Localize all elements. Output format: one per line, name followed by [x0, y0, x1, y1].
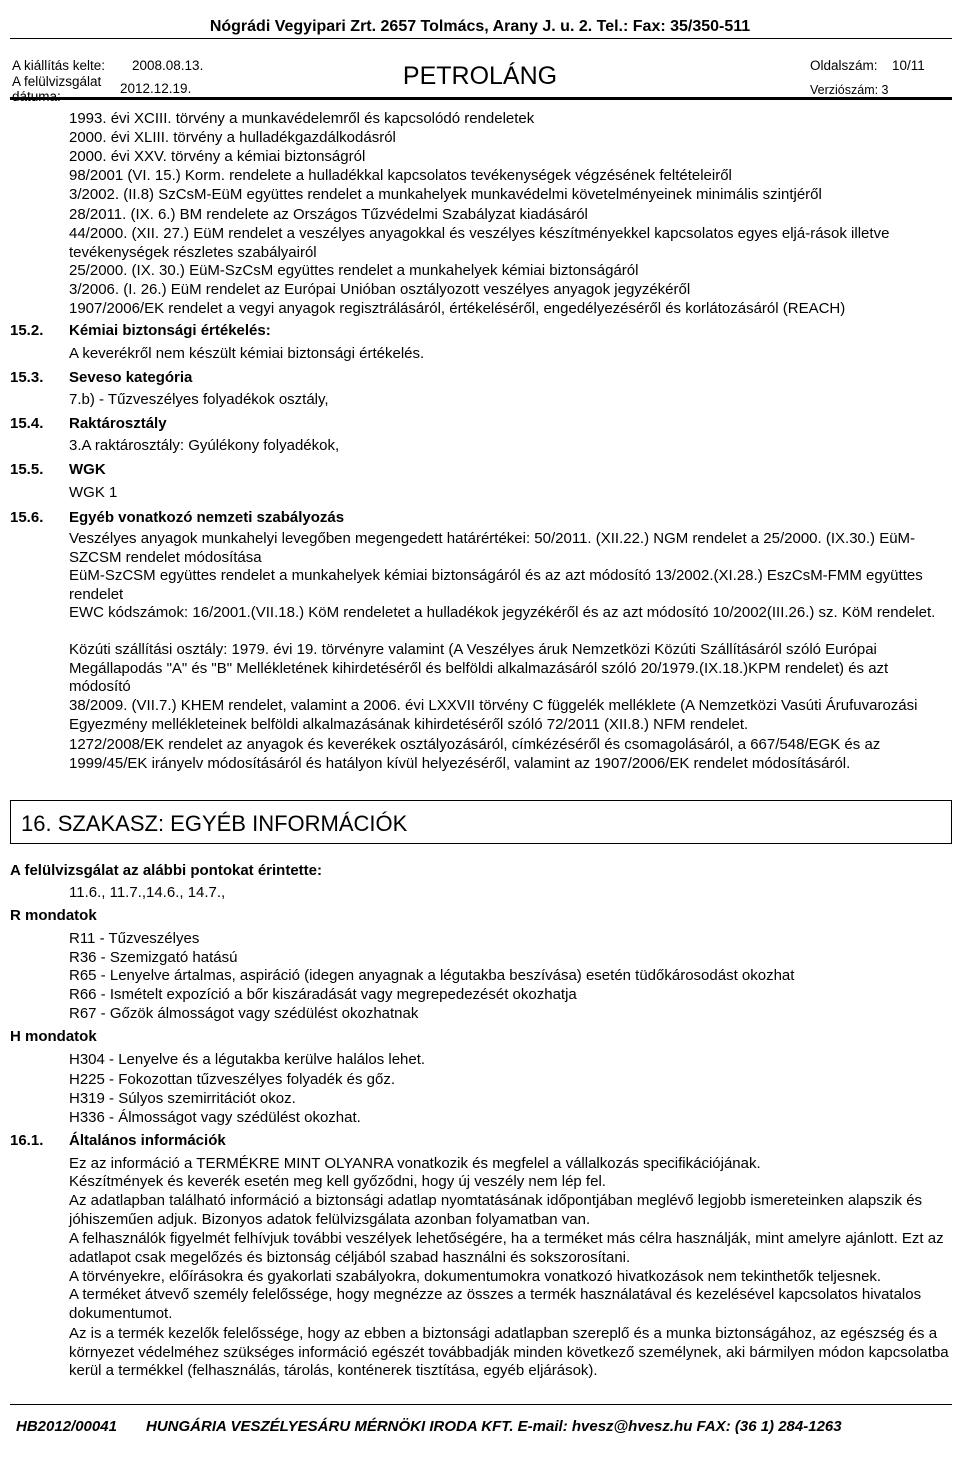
law-item: 3/2006. (I. 26.) EüM rendelet az Európai Unióban osztályozott veszélyes anyagok jegyzékéről [69, 281, 691, 298]
h-phrase: H336 - Álmosságot vagy szédülést okozhat. [69, 1109, 361, 1126]
general-info-paragraph: A terméket átvevő személy felelőssége, hogy megnézze az összes a termék használatával és kezelésével kapcsolatos hivatalos dokumentumot. [69, 1286, 922, 1322]
law-item: 1993. évi XCIII. törvény a munkavédelemről és kapcsolódó rendeletek [69, 110, 535, 127]
section-text: WGK 1 [69, 484, 118, 501]
section-title: Egyéb vonatkozó nemzeti szabályozás [69, 509, 345, 526]
regulation-paragraph: EWC kódszámok: 16/2001.(VII.18.) KöM rendeletet a hulladékok jegyzékéről és az azt módosító 10/2002(III.26.) sz. KöM rendelet. [69, 604, 936, 621]
r-phrase: R65 - Lenyelve ártalmas, aspiráció (idegen anyagnak a légutakba beszívása) esetén tüdőkárosodást okozhat [69, 967, 795, 984]
section-title: Kémiai biztonsági értékelés: [69, 322, 271, 339]
law-item: 98/2001 (VI. 15.) Korm. rendelete a hulladékkal kapcsolatos tevékenységek végzésének feltételeiről [69, 167, 732, 184]
general-info-paragraph: Készítmények és keverék esetén meg kell győződni, hogy új veszély nem lép fel. [69, 1173, 606, 1190]
regulation-paragraph: Veszélyes anyagok munkahelyi levegőben megengedett határértékei: 50/2011. (XII.22.) NGM rendelet a 25/2000. (IX.30.) EüM-SZCSM rendelet módosítása [69, 530, 916, 566]
law-item: 44/2000. (XII. 27.) EüM rendelet a veszélyes anyagokkal és veszélyes készítményekkel kapcsolatos egyes eljá-rások illetve tevékenységek részletes szabályairól [69, 225, 890, 261]
section-number: 15.3. [10, 369, 44, 386]
section-number: 15.5. [10, 461, 44, 478]
regulation-paragraph: EüM-SzCSM együttes rendelet a munkahelyek kémiai biztonságáról és az azt módosító 13/2002.(XI.28.) EszCsM-FMM együttes rendelet [69, 567, 923, 603]
review-date-label-2: dátuma: [12, 89, 61, 104]
product-title: PETROLÁNG [402, 62, 558, 90]
regulation-paragraph: 38/2009. (VII.7.) KHEM rendelet, valamint a 2006. évi LXXVII törvény C függelék melléklete (A Nemzetközi Vasúti Árufuvarozási Egyezmény mellékleteinek belföldi alkalmazásának kihirdetéséről szóló 72/2011 (XII.8.) NFM rendelet. [69, 697, 918, 733]
section-text: 3.A raktárosztály: Gyúlékony folyadékok, [69, 437, 340, 454]
regulation-paragraph: Közúti szállítási osztály: 1979. évi 19. törvényre valamint (A Veszélyes áruk Nemzetközi Közúti Szállításáról szóló Európai Megállapodás "A" és "B" Mellékletének kihirdetéséről és belföldi alkalmazásáról szóló 20/1979.(IX.18.)KPM rendelet) és azt módosító [69, 641, 889, 696]
section-number: 15.2. [10, 322, 44, 339]
law-item: 2000. évi XXV. törvény a kémiai biztonságról [69, 148, 366, 165]
header-rule [10, 38, 952, 39]
version-label: Verziószám: 3 [810, 83, 889, 97]
h-phrase: H225 - Fokozottan tűzveszélyes folyadék és gőz. [69, 1071, 396, 1088]
law-item: 2000. évi XLIII. törvény a hulladékgazdálkodásról [69, 129, 396, 146]
section-title: Seveso kategória [69, 369, 193, 386]
review-date: 2012.12.19. [120, 81, 192, 96]
footer-code: HB2012/00041 [16, 1418, 117, 1435]
footer-company: HUNGÁRIA VESZÉLYESÁRU MÉRNÖKI IRODA KFT. E-mail: hvesz@hvesz.hu FAX: (36 1) 284-1263 [146, 1418, 842, 1435]
review-points-label: A felülvizsgálat az alábbi pontokat érintette: [10, 862, 322, 879]
page-value: 10/11 [892, 58, 925, 73]
section-16-heading: 16. SZAKASZ: EGYÉB INFORMÁCIÓK [21, 811, 408, 836]
r-phrase: R67 - Gőzök álmosságot vagy szédülést okozhatnak [69, 1005, 419, 1022]
h-phrase: H319 - Súlyos szemirritációt okoz. [69, 1090, 296, 1107]
law-item: 1907/2006/EK rendelet a vegyi anyagok regisztrálásáról, értékeléséről, engedélyezéséről és korlátozásáról (REACH) [69, 300, 846, 317]
law-item: 28/2011. (IX. 6.) BM rendelete az Országos Tűzvédelmi Szabályzat kiadásáról [69, 206, 588, 223]
header-rule-bottom [10, 97, 952, 100]
section-title: Általános információk [69, 1132, 226, 1149]
h-phrase: H304 - Lenyelve és a légutakba kerülve halálos lehet. [69, 1051, 426, 1068]
section-number: 15.4. [10, 415, 44, 432]
section-number: 15.6. [10, 509, 44, 526]
r-phrase: R11 - Tűzveszélyes [69, 930, 200, 947]
general-info-paragraph: A felhasználók figyelmét felhívjuk további veszélyek lehetőségére, ha a terméket más célra használják, mint amelyre ajánlott. Ezt az adatlapot csak megelőzés és biztonság céljából szabad használni és sokszorosítani. [69, 1230, 944, 1266]
h-phrases-label: H mondatok [10, 1028, 97, 1045]
general-info-paragraph: Az is a termék kezelők felelőssége, hogy az ebben a biztonsági adatlapban szereplő és a munka biztonságához, az egészség és a környezet védelméhez szükséges információ egészét továbbadják minden következő személynek, aki bármilyen módon kapcsolatba kerül a termékkel (felhasználás, tárolás, konténerek tisztítása, egyéb eljárások). [69, 1325, 949, 1380]
review-date-label-1: A felülvizsgálat [12, 74, 102, 89]
page-label: Oldalszám: [810, 58, 878, 73]
law-item: 3/2002. (II.8) SzCsM-EüM együttes rendelet a munkahelyek munkavédelmi követelményeinek minimális szintjéről [69, 186, 822, 203]
section-number: 16.1. [10, 1132, 44, 1149]
r-phrase: R36 - Szemizgató hatású [69, 949, 238, 966]
review-points: 11.6., 11.7.,14.6., 14.7., [69, 884, 226, 901]
section-title: WGK [69, 461, 106, 478]
section-text: A keverékről nem készült kémiai biztonsági értékelés. [69, 345, 425, 362]
section-text: 7.b) - Tűzveszélyes folyadékok osztály, [69, 391, 329, 408]
general-info-paragraph: A törvényekre, előírásokra és gyakorlati szabályokra, dokumentumokra vonatkozó hivatkozások nem tekinthetők teljesnek. [69, 1268, 882, 1285]
issue-date: 2008.08.13. [132, 58, 204, 73]
footer-rule [10, 1404, 952, 1405]
r-phrases-label: R mondatok [10, 907, 97, 924]
general-info-paragraph: Ez az információ a TERMÉKRE MINT OLYANRA vonatkozik és megfelel a vállalkozás specifikációjának. [69, 1155, 761, 1172]
section-title: Raktárosztály [69, 415, 167, 432]
section-16-heading-box [10, 800, 952, 844]
issue-date-label: A kiállítás kelte: [12, 58, 106, 73]
regulation-paragraph: 1272/2008/EK rendelet az anyagok és keverékek osztályozásáról, címkézéséről és csomagolásáról, a 667/548/EGK és az 1999/45/EK irányelv módosításáról és hatályon kívül helyezéséről, valamint az 1907/2006/EK rendelet módosításáról. [69, 736, 881, 772]
header-company: Nógrádi Vegyipari Zrt. 2657 Tolmács, Arany J. u. 2. Tel.: Fax: 35/350-511 [209, 18, 751, 35]
general-info-paragraph: Az adatlapban található információ a biztonsági adatlap nyomtatásának időpontjában meglévő legjobb ismereteinken alapszik és jóhiszeműen adjuk. Bizonyos adatok felülvizsgálata azonban folyamatban van. [69, 1192, 923, 1228]
r-phrase: R66 - Ismételt expozíció a bőr kiszáradását vagy megrepedezését okozhatja [69, 986, 577, 1003]
law-item: 25/2000. (IX. 30.) EüM-SzCsM együttes rendelet a munkahelyek kémiai biztonságáról [69, 262, 639, 279]
